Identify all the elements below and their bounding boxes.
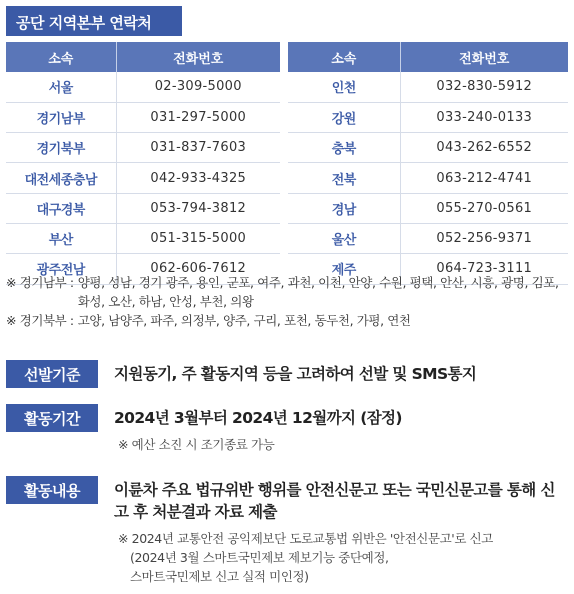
table-row bbox=[6, 223, 280, 253]
table-row bbox=[6, 163, 280, 193]
phone-cell: 052-256-9371 bbox=[400, 223, 568, 253]
region-cell: 대구경북 bbox=[6, 193, 116, 223]
region-notes bbox=[6, 273, 568, 330]
section-title: 공단 지역본부 연락처 bbox=[6, 6, 182, 36]
note-gyeonggi-south bbox=[6, 273, 568, 311]
activity-content-note-detail: 스마트국민제보 신고 실적 미인정) bbox=[130, 569, 309, 584]
region-cell: 경기남부 bbox=[6, 102, 116, 132]
region-cell: 제주 bbox=[288, 254, 400, 284]
contact-table-left bbox=[6, 42, 280, 285]
phone-cell: 02-309-5000 bbox=[116, 72, 280, 102]
table-row bbox=[288, 102, 568, 132]
phone-cell: 032-830-5912 bbox=[400, 72, 568, 102]
region-cell: 충북 bbox=[288, 133, 400, 163]
phone-cell: 053-794-3812 bbox=[116, 193, 280, 223]
region-cell: 서울 bbox=[6, 72, 116, 102]
column-header-phone: 전화번호 bbox=[116, 42, 280, 72]
region-cell: 울산 bbox=[288, 223, 400, 253]
table-row bbox=[288, 72, 568, 102]
note-text: 양평, 성남, 경기 광주, 용인, 군포, 여주, 과천, 이천, 안양, 수원, 평택, 안산, 시흥, 광명, 김포, 화성, 오산, 하남, 안성, 부천, 의왕 bbox=[77, 275, 559, 309]
phone-cell: 033-240-0133 bbox=[400, 102, 568, 132]
table-row bbox=[288, 193, 568, 223]
table-row bbox=[6, 133, 280, 163]
table-row bbox=[288, 163, 568, 193]
table-row bbox=[288, 133, 568, 163]
phone-cell: 031-297-5000 bbox=[116, 102, 280, 132]
phone-cell: 031-837-7603 bbox=[116, 133, 280, 163]
region-cell: 전북 bbox=[288, 163, 400, 193]
selection-criteria-text: 지원동기, 주 활동지역 등을 고려하여 선발 및 SMS통지 bbox=[114, 365, 477, 383]
activity-period-tag: 활동기간 bbox=[6, 404, 98, 432]
phone-cell: 063-212-4741 bbox=[400, 163, 568, 193]
table-row bbox=[6, 193, 280, 223]
phone-cell: 051-315-5000 bbox=[116, 223, 280, 253]
note-gyeonggi-north bbox=[6, 311, 568, 330]
activity-period-block bbox=[6, 404, 568, 460]
activity-period-note: ※ 예산 소진 시 조기종료 가능 bbox=[118, 437, 275, 452]
table-row bbox=[6, 72, 280, 102]
phone-cell: 062-606-7612 bbox=[116, 254, 280, 284]
region-cell: 광주전남 bbox=[6, 254, 116, 284]
activity-content-tag: 활동내용 bbox=[6, 476, 98, 504]
region-cell: 대전세종충남 bbox=[6, 163, 116, 193]
region-cell: 경남 bbox=[288, 193, 400, 223]
region-cell: 경기북부 bbox=[6, 133, 116, 163]
note-label: ※ 경기북부 : bbox=[6, 313, 74, 328]
activity-content-text: 이륜차 주요 법규위반 행위를 안전신문고 또는 국민신문고를 통해 신고 후 처분결과 자료 제출 bbox=[114, 481, 555, 521]
activity-period-text: 2024년 3월부터 2024년 12월까지 (잠정) bbox=[114, 409, 402, 427]
activity-content-note: ※ 2024년 교통안전 공익제보단 도로교통법 위반은 '안전신문고'로 신고 bbox=[118, 531, 493, 546]
activity-content-block bbox=[6, 476, 568, 594]
selection-criteria-block bbox=[6, 360, 568, 390]
region-cell: 인천 bbox=[288, 72, 400, 102]
column-header-region: 소속 bbox=[6, 42, 116, 72]
selection-criteria-tag: 선발기준 bbox=[6, 360, 98, 388]
table-row bbox=[6, 102, 280, 132]
column-header-phone: 전화번호 bbox=[400, 42, 568, 72]
column-header-region: 소속 bbox=[288, 42, 400, 72]
region-cell: 부산 bbox=[6, 223, 116, 253]
phone-cell: 064-723-3111 bbox=[400, 254, 568, 284]
activity-content-note-detail: (2024년 3월 스마트국민제보 제보기능 중단예정, bbox=[130, 550, 389, 565]
note-text: 고양, 남양주, 파주, 의정부, 양주, 구리, 포천, 동두천, 가평, 연천 bbox=[77, 313, 411, 328]
contact-table-right bbox=[288, 42, 568, 285]
note-label: ※ 경기남부 : bbox=[6, 275, 74, 290]
table-row bbox=[288, 223, 568, 253]
phone-cell: 042-933-4325 bbox=[116, 163, 280, 193]
phone-cell: 055-270-0561 bbox=[400, 193, 568, 223]
phone-cell: 043-262-6552 bbox=[400, 133, 568, 163]
region-cell: 강원 bbox=[288, 102, 400, 132]
